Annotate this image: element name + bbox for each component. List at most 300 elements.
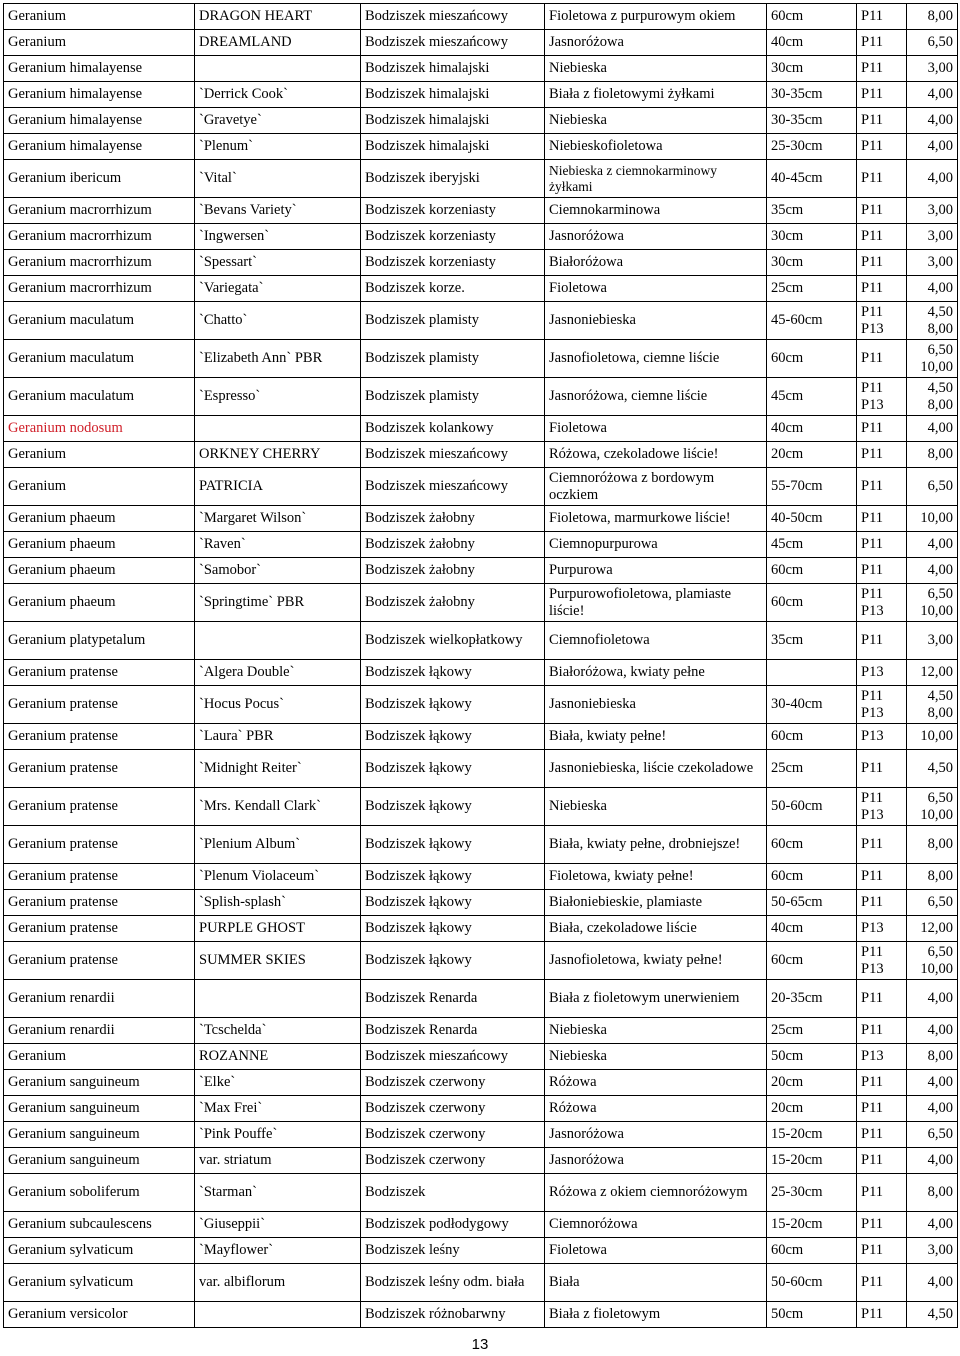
latin-name-cell: Geranium maculatum [4, 340, 195, 378]
table-row [4, 750, 958, 788]
height-cell: 25cm [767, 750, 857, 788]
latin-name-cell: Geranium nodosum [4, 416, 195, 442]
cultivar-cell: DRAGON HEART [195, 4, 361, 30]
price-cell: 3,00 [907, 198, 958, 224]
stacked-value: P11 [861, 303, 884, 320]
stacked-value: 8,00 [927, 396, 953, 413]
height-cell: 50-60cm [767, 788, 857, 826]
latin-name-cell: Geranium macrorrhizum [4, 250, 195, 276]
latin-name-cell: Geranium pratense [4, 686, 195, 724]
pot-size-cell: P11 [857, 532, 907, 558]
polish-name-cell: Bodziszek plamisty [361, 302, 545, 340]
flower-color-cell: Biała, kwiaty pełne! [545, 724, 767, 750]
cultivar-cell: PATRICIA [195, 468, 361, 506]
stacked-value: P13 [861, 704, 884, 721]
price-cell: 3,00 [907, 622, 958, 660]
cultivar-cell: `Pink Pouffe` [195, 1122, 361, 1148]
stacked-value: P11 [861, 585, 884, 602]
flower-color-cell: Biała z fioletowym unerwieniem [545, 980, 767, 1018]
cultivar-cell [195, 622, 361, 660]
stacked-value: P13 [861, 396, 884, 413]
pot-size-cell [857, 686, 907, 724]
polish-name-cell: Bodziszek mieszańcowy [361, 1044, 545, 1070]
cultivar-cell: `Chatto` [195, 302, 361, 340]
price-cell: 4,00 [907, 1212, 958, 1238]
flower-color-cell: Niebieska [545, 56, 767, 82]
pot-size-cell: P11 [857, 82, 907, 108]
stacked-value: 8,00 [927, 704, 953, 721]
table-row [4, 198, 958, 224]
price-cell: 6,50 [907, 1122, 958, 1148]
table-row [4, 302, 958, 340]
polish-name-cell: Bodziszek plamisty [361, 378, 545, 416]
price-cell: 4,50 [907, 750, 958, 788]
polish-name-cell: Bodziszek łąkowy [361, 686, 545, 724]
price-cell: 4,00 [907, 416, 958, 442]
table-row [4, 1212, 958, 1238]
polish-name-cell: Bodziszek łąkowy [361, 724, 545, 750]
price-cell: 4,00 [907, 276, 958, 302]
polish-name-cell: Bodziszek himalajski [361, 82, 545, 108]
flower-color-cell: Purpurowa [545, 558, 767, 584]
latin-name-cell: Geranium himalayense [4, 56, 195, 82]
latin-name-cell: Geranium phaeum [4, 506, 195, 532]
height-cell: 25cm [767, 276, 857, 302]
height-cell: 50cm [767, 1302, 857, 1328]
height-cell: 15-20cm [767, 1212, 857, 1238]
latin-name-cell: Geranium pratense [4, 864, 195, 890]
table-row [4, 1018, 958, 1044]
table-row [4, 1122, 958, 1148]
stacked-value: P13 [861, 602, 884, 619]
table-row [4, 558, 958, 584]
latin-name-cell: Geranium pratense [4, 750, 195, 788]
cultivar-cell: `Plenum Violaceum` [195, 864, 361, 890]
stacked-value: 6,50 [927, 341, 953, 358]
polish-name-cell: Bodziszek himalajski [361, 56, 545, 82]
pot-size-cell: P11 [857, 1302, 907, 1328]
flower-color-cell: Fioletowa [545, 416, 767, 442]
stacked-value: P11 [861, 943, 884, 960]
height-cell: 40cm [767, 30, 857, 56]
price-cell: 8,00 [907, 826, 958, 864]
cultivar-cell: `Ingwersen` [195, 224, 361, 250]
price-cell: 3,00 [907, 1238, 958, 1264]
cultivar-cell: `Elizabeth Ann` PBR [195, 340, 361, 378]
latin-name-cell: Geranium [4, 30, 195, 56]
polish-name-cell: Bodziszek mieszańcowy [361, 442, 545, 468]
height-cell: 45-60cm [767, 302, 857, 340]
height-cell: 25-30cm [767, 1174, 857, 1212]
latin-name-cell: Geranium [4, 442, 195, 468]
pot-size-cell: P11 [857, 890, 907, 916]
cultivar-cell: `Hocus Pocus` [195, 686, 361, 724]
polish-name-cell: Bodziszek żałobny [361, 584, 545, 622]
height-cell [767, 660, 857, 686]
flower-color-cell: Jasnoróżowa [545, 30, 767, 56]
latin-name-cell: Geranium soboliferum [4, 1174, 195, 1212]
pot-size-cell: P11 [857, 980, 907, 1018]
table-row [4, 276, 958, 302]
cultivar-cell: `Variegata` [195, 276, 361, 302]
flower-color-cell: Niebieska [545, 108, 767, 134]
polish-name-cell: Bodziszek Renarda [361, 1018, 545, 1044]
price-cell: 3,00 [907, 250, 958, 276]
price-cell: 12,00 [907, 660, 958, 686]
flower-color-cell: Fioletowa z purpurowym okiem [545, 4, 767, 30]
height-cell: 25cm [767, 1018, 857, 1044]
height-cell: 30cm [767, 250, 857, 276]
cultivar-cell: `Max Frei` [195, 1096, 361, 1122]
latin-name-cell: Geranium maculatum [4, 378, 195, 416]
price-cell: 6,50 [907, 890, 958, 916]
plant-price-list [3, 3, 957, 1328]
height-cell: 20-35cm [767, 980, 857, 1018]
height-cell: 25-30cm [767, 134, 857, 160]
polish-name-cell: Bodziszek iberyjski [361, 160, 545, 198]
flower-color-cell: Ciemnokarminowa [545, 198, 767, 224]
cultivar-cell: `Espresso` [195, 378, 361, 416]
pot-size-cell: P11 [857, 558, 907, 584]
table-row [4, 160, 958, 198]
table-row [4, 416, 958, 442]
price-cell: 8,00 [907, 1174, 958, 1212]
polish-name-cell: Bodziszek korze. [361, 276, 545, 302]
flower-color-cell: Niebieska z ciemnokarminowy żyłkami [545, 160, 767, 198]
cultivar-cell: PURPLE GHOST [195, 916, 361, 942]
polish-name-cell: Bodziszek żałobny [361, 558, 545, 584]
polish-name-cell: Bodziszek himalajski [361, 108, 545, 134]
latin-name-cell: Geranium renardii [4, 1018, 195, 1044]
latin-name-cell: Geranium sanguineum [4, 1148, 195, 1174]
cultivar-cell [195, 1302, 361, 1328]
height-cell: 20cm [767, 1096, 857, 1122]
height-cell: 30cm [767, 224, 857, 250]
polish-name-cell: Bodziszek łąkowy [361, 864, 545, 890]
price-cell [907, 378, 958, 416]
polish-name-cell: Bodziszek czerwony [361, 1096, 545, 1122]
table-row [4, 864, 958, 890]
stacked-value: P11 [861, 687, 884, 704]
cultivar-cell: `Vital` [195, 160, 361, 198]
cultivar-cell [195, 56, 361, 82]
pot-size-cell: P11 [857, 416, 907, 442]
latin-name-cell: Geranium [4, 4, 195, 30]
pot-size-cell: P11 [857, 108, 907, 134]
height-cell: 40cm [767, 916, 857, 942]
table-row [4, 4, 958, 30]
height-cell: 20cm [767, 1070, 857, 1096]
pot-size-cell: P11 [857, 750, 907, 788]
polish-name-cell: Bodziszek mieszańcowy [361, 4, 545, 30]
table-row [4, 916, 958, 942]
cultivar-cell: var. striatum [195, 1148, 361, 1174]
flower-color-cell: Jasnoniebieska [545, 686, 767, 724]
flower-color-cell: Ciemnoróżowa z bordowym oczkiem [545, 468, 767, 506]
price-cell: 10,00 [907, 724, 958, 750]
price-cell [907, 584, 958, 622]
height-cell: 60cm [767, 826, 857, 864]
latin-name-cell: Geranium pratense [4, 826, 195, 864]
cultivar-cell: `Plenum` [195, 134, 361, 160]
latin-name-cell: Geranium phaeum [4, 584, 195, 622]
price-cell: 4,00 [907, 1018, 958, 1044]
flower-color-cell: Biała, czekoladowe liście [545, 916, 767, 942]
flower-color-cell: Białoróżowa [545, 250, 767, 276]
table-row [4, 622, 958, 660]
polish-name-cell: Bodziszek czerwony [361, 1070, 545, 1096]
flower-color-cell: Ciemnofioletowa [545, 622, 767, 660]
cultivar-cell: ROZANNE [195, 1044, 361, 1070]
cultivar-cell: `Derrick Cook` [195, 82, 361, 108]
price-cell: 12,00 [907, 916, 958, 942]
height-cell: 40-45cm [767, 160, 857, 198]
height-cell: 45cm [767, 532, 857, 558]
cultivar-cell: var. albiflorum [195, 1264, 361, 1302]
latin-name-cell: Geranium phaeum [4, 558, 195, 584]
table-row [4, 1070, 958, 1096]
table-row [4, 980, 958, 1018]
flower-color-cell: Jasnofioletowa, kwiaty pełne! [545, 942, 767, 980]
price-cell [907, 340, 958, 378]
flower-color-cell: Białoróżowa, kwiaty pełne [545, 660, 767, 686]
stacked-value: 4,50 [927, 303, 953, 320]
table-row [4, 788, 958, 826]
table-row [4, 826, 958, 864]
price-cell: 8,00 [907, 1044, 958, 1070]
table-row [4, 506, 958, 532]
pot-size-cell: P11 [857, 56, 907, 82]
pot-size-cell: P11 [857, 1148, 907, 1174]
polish-name-cell: Bodziszek łąkowy [361, 826, 545, 864]
cultivar-cell: `Margaret Wilson` [195, 506, 361, 532]
cultivar-cell: `Samobor` [195, 558, 361, 584]
latin-name-cell: Geranium pratense [4, 660, 195, 686]
height-cell: 50-60cm [767, 1264, 857, 1302]
flower-color-cell: Biała z fioletowymi żyłkami [545, 82, 767, 108]
page-number: 13 [471, 1336, 489, 1353]
latin-name-cell: Geranium macrorrhizum [4, 276, 195, 302]
pot-size-cell [857, 302, 907, 340]
price-cell [907, 686, 958, 724]
polish-name-cell: Bodziszek łąkowy [361, 750, 545, 788]
pot-size-cell: P11 [857, 198, 907, 224]
pot-size-cell: P11 [857, 160, 907, 198]
flower-color-cell: Niebieska [545, 1044, 767, 1070]
pot-size-cell: P11 [857, 1238, 907, 1264]
table-row [4, 224, 958, 250]
pot-size-cell [857, 942, 907, 980]
flower-color-cell: Niebieska [545, 788, 767, 826]
table-row [4, 468, 958, 506]
table-row [4, 340, 958, 378]
table-row [4, 134, 958, 160]
polish-name-cell: Bodziszek leśny [361, 1238, 545, 1264]
cultivar-cell: `Starman` [195, 1174, 361, 1212]
cultivar-cell: `Bevans Variety` [195, 198, 361, 224]
polish-name-cell: Bodziszek mieszańcowy [361, 468, 545, 506]
cultivar-cell: `Mrs. Kendall Clark` [195, 788, 361, 826]
table-row [4, 890, 958, 916]
latin-name-cell: Geranium pratense [4, 890, 195, 916]
cultivar-cell: `Mayflower` [195, 1238, 361, 1264]
height-cell: 50-65cm [767, 890, 857, 916]
flower-color-cell: Fioletowa, marmurkowe liście! [545, 506, 767, 532]
cultivar-cell: `Springtime` PBR [195, 584, 361, 622]
flower-color-cell: Fioletowa [545, 276, 767, 302]
polish-name-cell: Bodziszek wielkopłatkowy [361, 622, 545, 660]
pot-size-cell [857, 378, 907, 416]
flower-color-cell: Biała [545, 1264, 767, 1302]
stacked-value: 10,00 [920, 960, 953, 977]
height-cell: 60cm [767, 584, 857, 622]
pot-size-cell: P11 [857, 1174, 907, 1212]
latin-name-cell: Geranium platypetalum [4, 622, 195, 660]
stacked-value: P11 [861, 379, 884, 396]
pot-size-cell: P11 [857, 826, 907, 864]
polish-name-cell: Bodziszek [361, 1174, 545, 1212]
height-cell: 30-35cm [767, 82, 857, 108]
polish-name-cell: Bodziszek łąkowy [361, 660, 545, 686]
pot-size-cell: P13 [857, 916, 907, 942]
latin-name-cell: Geranium pratense [4, 724, 195, 750]
table-row [4, 942, 958, 980]
latin-name-cell: Geranium himalayense [4, 134, 195, 160]
latin-name-cell: Geranium subcaulescens [4, 1212, 195, 1238]
stacked-value: 6,50 [927, 943, 953, 960]
table-row [4, 1148, 958, 1174]
polish-name-cell: Bodziszek kolankowy [361, 416, 545, 442]
latin-name-cell: Geranium sylvaticum [4, 1238, 195, 1264]
stacked-value: 4,50 [927, 687, 953, 704]
flower-color-cell: Fioletowa [545, 1238, 767, 1264]
cultivar-cell: DREAMLAND [195, 30, 361, 56]
table-row [4, 56, 958, 82]
polish-name-cell: Bodziszek podłodygowy [361, 1212, 545, 1238]
flower-color-cell: Biała, kwiaty pełne, drobniejsze! [545, 826, 767, 864]
table-row [4, 1302, 958, 1328]
polish-name-cell: Bodziszek korzeniasty [361, 250, 545, 276]
cultivar-cell: `Elke` [195, 1070, 361, 1096]
polish-name-cell: Bodziszek plamisty [361, 340, 545, 378]
table-row [4, 250, 958, 276]
flower-color-cell: Jasnoniebieska [545, 302, 767, 340]
latin-name-cell: Geranium renardii [4, 980, 195, 1018]
latin-name-cell: Geranium versicolor [4, 1302, 195, 1328]
stacked-value: P13 [861, 806, 884, 823]
height-cell: 60cm [767, 4, 857, 30]
pot-size-cell: P11 [857, 864, 907, 890]
polish-name-cell: Bodziszek łąkowy [361, 890, 545, 916]
latin-name-cell: Geranium pratense [4, 916, 195, 942]
price-cell: 8,00 [907, 4, 958, 30]
polish-name-cell: Bodziszek mieszańcowy [361, 30, 545, 56]
pot-size-cell: P11 [857, 1018, 907, 1044]
table-row [4, 378, 958, 416]
cultivar-cell: ORKNEY CHERRY [195, 442, 361, 468]
pot-size-cell: P11 [857, 1096, 907, 1122]
table-row [4, 442, 958, 468]
latin-name-cell: Geranium sanguineum [4, 1070, 195, 1096]
price-cell: 4,00 [907, 980, 958, 1018]
pot-size-cell: P11 [857, 134, 907, 160]
height-cell: 60cm [767, 724, 857, 750]
table-row [4, 724, 958, 750]
height-cell: 30-35cm [767, 108, 857, 134]
price-cell: 8,00 [907, 442, 958, 468]
flower-color-cell: Różowa, czekoladowe liście! [545, 442, 767, 468]
price-cell: 4,00 [907, 1148, 958, 1174]
pot-size-cell: P11 [857, 468, 907, 506]
flower-color-cell: Jasnofioletowa, ciemne liście [545, 340, 767, 378]
stacked-value: 6,50 [927, 789, 953, 806]
polish-name-cell: Bodziszek korzeniasty [361, 198, 545, 224]
stacked-value: P13 [861, 960, 884, 977]
table-row [4, 108, 958, 134]
latin-name-cell: Geranium pratense [4, 788, 195, 826]
polish-name-cell: Bodziszek Renarda [361, 980, 545, 1018]
latin-name-cell: Geranium [4, 468, 195, 506]
cultivar-cell: `Giuseppii` [195, 1212, 361, 1238]
price-cell: 8,00 [907, 864, 958, 890]
height-cell: 30-40cm [767, 686, 857, 724]
height-cell: 35cm [767, 622, 857, 660]
price-cell: 4,00 [907, 1264, 958, 1302]
price-cell: 6,50 [907, 30, 958, 56]
pot-size-cell: P11 [857, 276, 907, 302]
flower-color-cell: Jasnoniebieska, liście czekoladowe [545, 750, 767, 788]
polish-name-cell: Bodziszek żałobny [361, 532, 545, 558]
pot-size-cell: P11 [857, 1264, 907, 1302]
height-cell: 35cm [767, 198, 857, 224]
stacked-value: 10,00 [920, 806, 953, 823]
table-row [4, 1044, 958, 1070]
pot-size-cell: P11 [857, 1212, 907, 1238]
latin-name-cell: Geranium sanguineum [4, 1096, 195, 1122]
polish-name-cell: Bodziszek łąkowy [361, 942, 545, 980]
latin-name-cell: Geranium pratense [4, 942, 195, 980]
cultivar-cell: `Plenium Album` [195, 826, 361, 864]
cultivar-cell: `Algera Double` [195, 660, 361, 686]
flower-color-cell: Jasnoróżowa [545, 224, 767, 250]
flower-color-cell: Różowa [545, 1070, 767, 1096]
cultivar-cell: `Gravetye` [195, 108, 361, 134]
height-cell: 30cm [767, 56, 857, 82]
flower-color-cell: Fioletowa, kwiaty pełne! [545, 864, 767, 890]
height-cell: 60cm [767, 558, 857, 584]
flower-color-cell: Jasnoróżowa [545, 1122, 767, 1148]
latin-name-cell: Geranium ibericum [4, 160, 195, 198]
price-cell: 4,00 [907, 108, 958, 134]
latin-name-cell: Geranium himalayense [4, 108, 195, 134]
height-cell: 45cm [767, 378, 857, 416]
table-row [4, 1096, 958, 1122]
stacked-value: 4,50 [927, 379, 953, 396]
table-row [4, 1264, 958, 1302]
height-cell: 60cm [767, 942, 857, 980]
cultivar-cell: `Tcschelda` [195, 1018, 361, 1044]
height-cell: 20cm [767, 442, 857, 468]
pot-size-cell [857, 584, 907, 622]
table-row [4, 30, 958, 56]
price-cell: 3,00 [907, 224, 958, 250]
latin-name-cell: Geranium macrorrhizum [4, 198, 195, 224]
price-cell: 10,00 [907, 506, 958, 532]
price-cell: 4,00 [907, 160, 958, 198]
table-row [4, 660, 958, 686]
height-cell: 40cm [767, 416, 857, 442]
price-cell: 4,00 [907, 532, 958, 558]
